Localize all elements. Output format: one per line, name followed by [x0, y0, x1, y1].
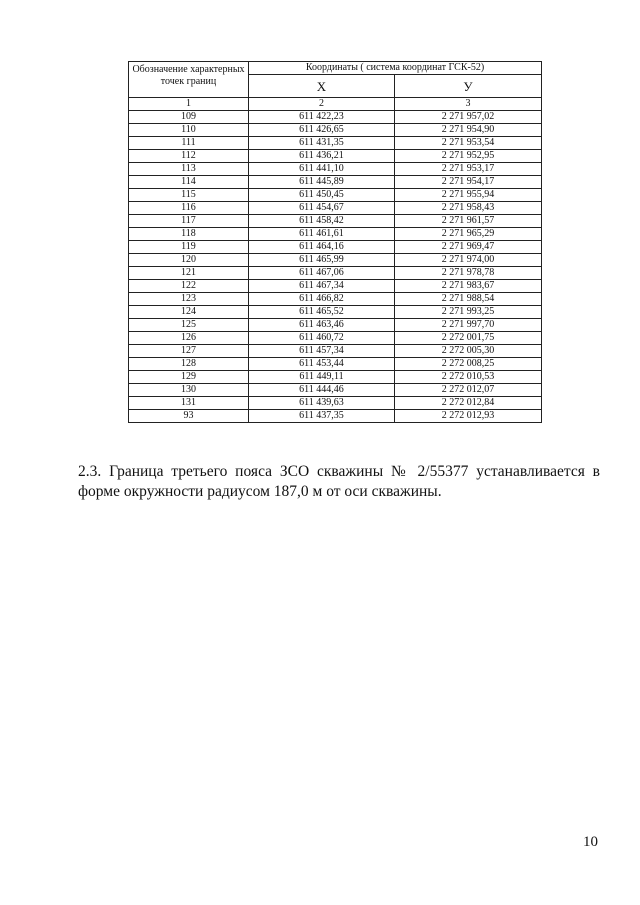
y-coordinate-cell: 2 271 969,47	[395, 241, 542, 254]
header-coordinates: Координаты ( система координат ГСК-52)	[249, 62, 542, 75]
column-number-2: 2	[249, 98, 395, 111]
table-row	[129, 202, 542, 215]
point-number-cell: 124	[129, 306, 249, 319]
table-row	[129, 280, 542, 293]
x-coordinate-cell: 611 457,34	[249, 345, 395, 358]
y-coordinate-cell: 2 272 012,93	[395, 410, 542, 423]
table-row	[129, 384, 542, 397]
y-coordinate-cell: 2 272 001,75	[395, 332, 542, 345]
table-row	[129, 371, 542, 384]
x-coordinate-cell: 611 426,65	[249, 124, 395, 137]
x-coordinate-cell: 611 437,35	[249, 410, 395, 423]
y-coordinate-cell: 2 272 010,53	[395, 371, 542, 384]
y-coordinate-cell: 2 271 953,17	[395, 163, 542, 176]
x-coordinate-cell: 611 431,35	[249, 137, 395, 150]
point-number-cell: 116	[129, 202, 249, 215]
y-coordinate-cell: 2 272 008,25	[395, 358, 542, 371]
x-coordinate-cell: 611 465,99	[249, 254, 395, 267]
x-coordinate-cell: 611 461,61	[249, 228, 395, 241]
y-coordinate-cell: 2 271 954,17	[395, 176, 542, 189]
x-coordinate-cell: 611 458,42	[249, 215, 395, 228]
table-row	[129, 176, 542, 189]
point-number-cell: 93	[129, 410, 249, 423]
point-number-cell: 120	[129, 254, 249, 267]
table-row	[129, 228, 542, 241]
point-number-cell: 118	[129, 228, 249, 241]
table-row	[129, 163, 542, 176]
point-number-cell: 112	[129, 150, 249, 163]
x-coordinate-cell: 611 463,46	[249, 319, 395, 332]
x-coordinate-cell: 611 444,46	[249, 384, 395, 397]
x-coordinate-cell: 611 422,23	[249, 111, 395, 124]
table-column-number-row	[129, 98, 542, 111]
y-coordinate-cell: 2 271 993,25	[395, 306, 542, 319]
y-coordinate-cell: 2 272 005,30	[395, 345, 542, 358]
point-number-cell: 110	[129, 124, 249, 137]
table-row	[129, 397, 542, 410]
table-row	[129, 111, 542, 124]
x-coordinate-cell: 611 460,72	[249, 332, 395, 345]
table-row	[129, 293, 542, 306]
column-number-3: 3	[395, 98, 542, 111]
x-coordinate-cell: 611 465,52	[249, 306, 395, 319]
point-number-cell: 128	[129, 358, 249, 371]
point-number-cell: 129	[129, 371, 249, 384]
x-coordinate-cell: 611 466,82	[249, 293, 395, 306]
x-coordinate-cell: 611 467,06	[249, 267, 395, 280]
point-number-cell: 119	[129, 241, 249, 254]
point-number-cell: 122	[129, 280, 249, 293]
y-coordinate-cell: 2 271 978,78	[395, 267, 542, 280]
x-coordinate-cell: 611 464,16	[249, 241, 395, 254]
table-row	[129, 150, 542, 163]
table-row	[129, 358, 542, 371]
y-coordinate-cell: 2 271 955,94	[395, 189, 542, 202]
y-coordinate-cell: 2 271 954,90	[395, 124, 542, 137]
point-number-cell: 123	[129, 293, 249, 306]
table-row	[129, 254, 542, 267]
point-number-cell: 130	[129, 384, 249, 397]
y-coordinate-cell: 2 272 012,84	[395, 397, 542, 410]
point-number-cell: 113	[129, 163, 249, 176]
table-row	[129, 137, 542, 150]
table-row	[129, 319, 542, 332]
column-number-1: 1	[129, 98, 249, 111]
table-row	[129, 241, 542, 254]
y-coordinate-cell: 2 271 957,02	[395, 111, 542, 124]
table-row	[129, 124, 542, 137]
table-row	[129, 189, 542, 202]
y-coordinate-cell: 2 271 953,54	[395, 137, 542, 150]
table-row	[129, 332, 542, 345]
x-coordinate-cell: 611 453,44	[249, 358, 395, 371]
y-coordinate-cell: 2 271 952,95	[395, 150, 542, 163]
y-coordinate-cell: 2 272 012,07	[395, 384, 542, 397]
point-number-cell: 115	[129, 189, 249, 202]
x-coordinate-cell: 611 445,89	[249, 176, 395, 189]
y-coordinate-cell: 2 271 974,00	[395, 254, 542, 267]
table-row	[129, 215, 542, 228]
x-coordinate-cell: 611 454,67	[249, 202, 395, 215]
x-coordinate-cell: 611 467,34	[249, 280, 395, 293]
point-number-cell: 109	[129, 111, 249, 124]
header-x: X	[249, 75, 395, 98]
table-row	[129, 306, 542, 319]
y-coordinate-cell: 2 271 983,67	[395, 280, 542, 293]
x-coordinate-cell: 611 441,10	[249, 163, 395, 176]
header-y: У	[395, 75, 542, 98]
coordinates-table	[128, 61, 542, 423]
point-number-cell: 121	[129, 267, 249, 280]
point-number-cell: 111	[129, 137, 249, 150]
table-row	[129, 345, 542, 358]
y-coordinate-cell: 2 271 965,29	[395, 228, 542, 241]
table-header-row	[129, 62, 542, 75]
x-coordinate-cell: 611 439,63	[249, 397, 395, 410]
page-number: 10	[583, 834, 598, 850]
point-number-cell: 127	[129, 345, 249, 358]
point-number-cell: 117	[129, 215, 249, 228]
boundary-paragraph: 2.3. Граница третьего пояса ЗСО скважины № 2/55377 устанавливается в форме окружности радиусом 187,0 м от оси скважины.	[78, 463, 600, 500]
header-point-designation: Обозначение характерных точек границ	[129, 62, 249, 98]
point-number-cell: 125	[129, 319, 249, 332]
coordinates-table-body	[129, 62, 542, 423]
x-coordinate-cell: 611 436,21	[249, 150, 395, 163]
x-coordinate-cell: 611 449,11	[249, 371, 395, 384]
point-number-cell: 126	[129, 332, 249, 345]
y-coordinate-cell: 2 271 958,43	[395, 202, 542, 215]
y-coordinate-cell: 2 271 988,54	[395, 293, 542, 306]
point-number-cell: 131	[129, 397, 249, 410]
point-number-cell: 114	[129, 176, 249, 189]
y-coordinate-cell: 2 271 997,70	[395, 319, 542, 332]
x-coordinate-cell: 611 450,45	[249, 189, 395, 202]
y-coordinate-cell: 2 271 961,57	[395, 215, 542, 228]
table-row	[129, 410, 542, 423]
table-row	[129, 267, 542, 280]
